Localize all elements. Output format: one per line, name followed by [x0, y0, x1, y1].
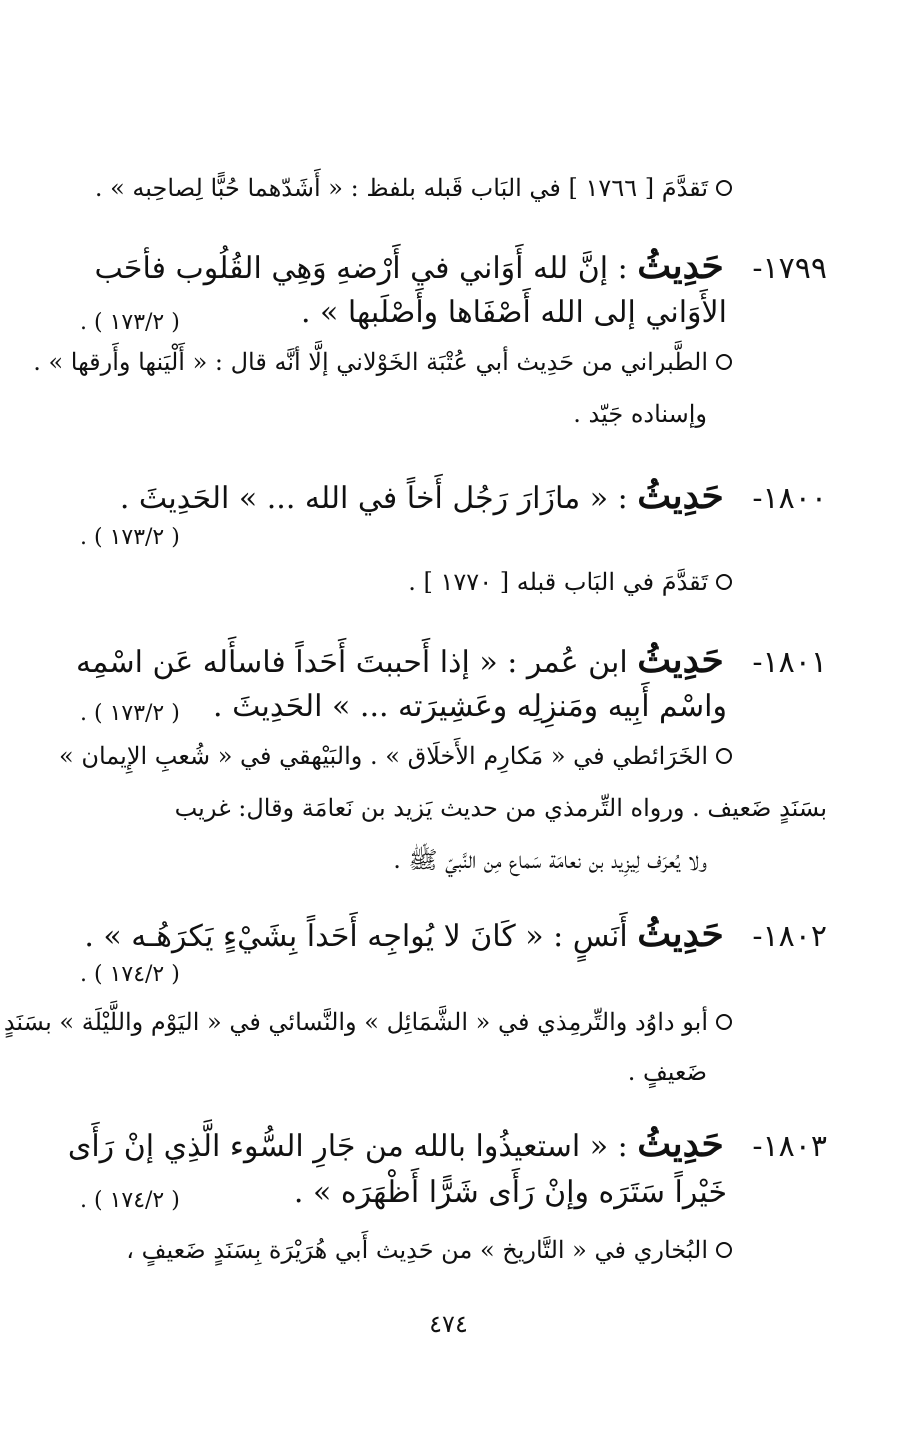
bullet-circle-icon [716, 1242, 732, 1258]
hadith-number: ١٨٠٠- [752, 481, 827, 516]
hadith-reference: ( ١٧٤/٢ ) . [80, 962, 180, 987]
note-line: وإسناده جَيّد . [573, 400, 707, 428]
note-line: الطَّبراني من حَدِيث أبي عُتْبَة الخَوْلاني إلَّا أنَّه قال : « أَلْيَنها وأَرقها » . [33, 350, 732, 374]
hadith-number: ١٧٩٩- [752, 251, 827, 286]
note-line: تَقدَّمَ [ ١٧٦٦ ] في البَاب قَبله بلفظ : « أَشَدّهما حُبًّا لِصاحِبه » . [95, 176, 732, 200]
hadith-number: ١٨٠٣- [752, 1129, 827, 1164]
note-line: ضَعيفٍ . [627, 1058, 707, 1086]
hadith-reference: ( ١٧٣/٢ ) . [80, 701, 180, 726]
hadith-text: واسْم أَبِيه ومَنزِلِه وعَشِيرَته ... » الحَدِيثَ . [213, 689, 727, 724]
hadith-reference: ( ١٧٣/٢ ) . [80, 525, 180, 550]
hadith-reference: ( ١٧٤/٢ ) . [80, 1188, 180, 1213]
hadith-1799-line1 [94, 245, 827, 287]
hadith-keyword: حَدِيثُ [637, 475, 724, 517]
bullet-circle-icon [716, 1014, 732, 1030]
bullet-circle-icon [716, 574, 732, 590]
hadith-keyword: حَدِيثُ [637, 639, 724, 681]
note-line: ولا يُعرَف لِيزِيد بن نعامَة سَماع مِن النَّبيّ ﷺ . [393, 846, 707, 874]
hadith-1801-line2 [213, 689, 727, 724]
note-line: الخَرَائطي في « مَكارِم الأَخلَاق » . والبَيْهقي في « شُعبِ الإِيمان » [59, 744, 732, 768]
hadith-number: ١٨٠١- [752, 645, 827, 680]
hadith-reference: ( ١٧٣/٢ ) . [80, 310, 180, 335]
note-line: بسَنَدٍ ضَعيف . ورواه التِّرمذي من حديث يَزيد بن نَعامَة وقال: غريب [174, 794, 827, 822]
hadith-keyword: حَدِيثُ [637, 245, 724, 287]
note-line: أبو داوُد والتِّرمِذي في « الشَّمَائِل » والنَّسائي في « اليَوْم واللَّيْلَة » بسَنَدٍ [4, 1010, 732, 1034]
page-number: ٤٧٤ [429, 1310, 468, 1338]
hadith-keyword: حَدِيثُ [637, 1123, 724, 1165]
hadith-1803-line1 [67, 1123, 827, 1165]
hadith-keyword: حَدِيثُ [637, 913, 724, 955]
hadith-text: خَيْراً سَتَرَه وإنْ رَأَى شَرًّا أَظْهَرَه » . [293, 1175, 727, 1210]
hadith-1800-line1 [119, 475, 827, 517]
hadith-text: أَنَسٍ : « كَانَ لا يُواجِه أَحَداً بِشَيْءٍ يَكرَهُـه » . [84, 919, 628, 954]
hadith-number: ١٨٠٢- [752, 919, 827, 954]
hadith-1802-line1 [84, 913, 827, 955]
hadith-text: : « مازَارَ رَجُل أَخاً في الله ... » الحَدِيثَ . [119, 481, 628, 516]
bullet-circle-icon [716, 180, 732, 196]
note-line: تَقدَّمَ في البَاب قبله [ ١٧٧٠ ] . [408, 570, 732, 594]
hadith-text: ابن عُمر : « إذا أَحببتَ أَحَداً فاسأَله عَن اسْمِه [76, 645, 628, 680]
bullet-circle-icon [716, 354, 732, 370]
note-line: البُخاري في « التَّاريخ » من حَدِيث أَبي هُرَيْرَة بِسَنَدٍ ضَعيفٍ ، [126, 1238, 732, 1262]
hadith-text: الأَوَاني إلى الله أَصْفَاها وأَصْلَبها » . [300, 295, 727, 330]
bullet-circle-icon [716, 748, 732, 764]
hadith-text: : إنَّ لله أَوَاني في أَرْضهِ وَهِي القُلُوب فأحَب [94, 251, 628, 286]
hadith-1799-line2 [300, 295, 727, 330]
hadith-1801-line1 [76, 639, 827, 681]
hadith-text: : « استعيذُوا بالله من جَارِ السُّوء الَّذِي إنْ رَأَى [67, 1129, 628, 1164]
hadith-1803-line2 [293, 1175, 727, 1210]
